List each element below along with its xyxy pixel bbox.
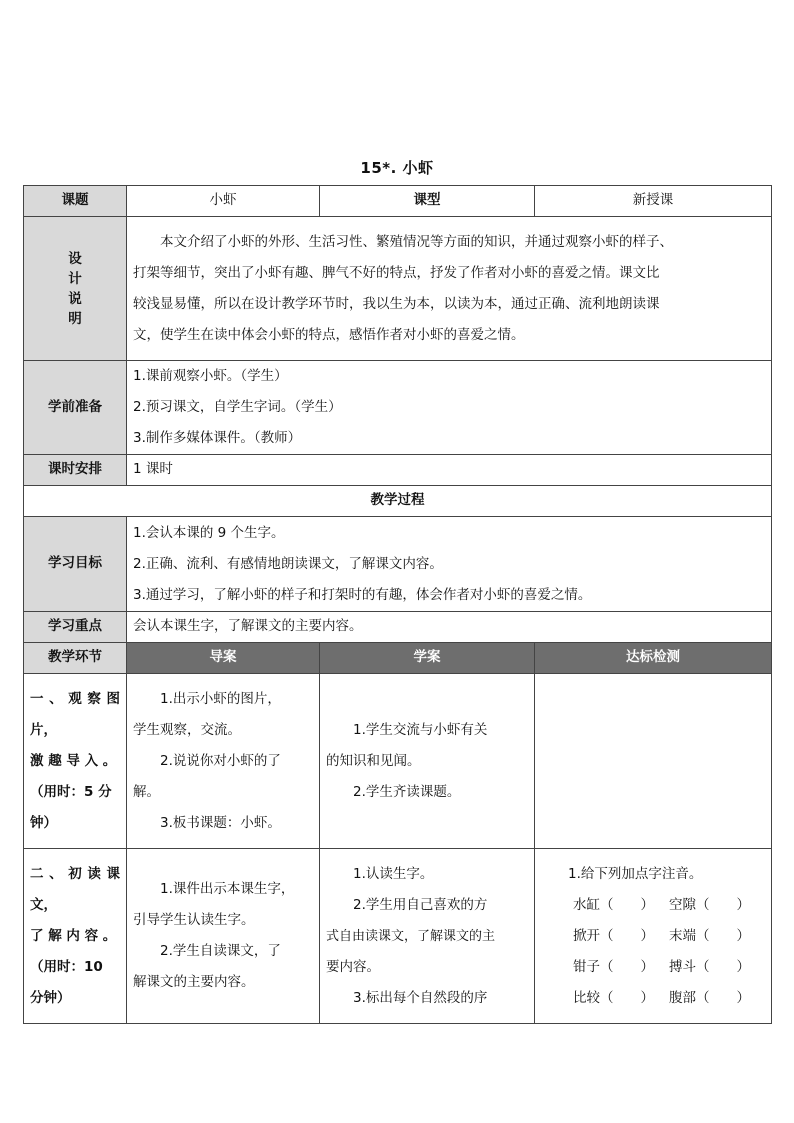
key-row xyxy=(24,612,772,643)
prep-item: 2.预习课文，自学生字词。（学生） xyxy=(133,399,342,415)
lesson-type-label: 课型 xyxy=(320,186,535,217)
stage2-label: 二、初读课文， 了 解 内 容 。 （用时：10 分钟） xyxy=(24,849,127,1024)
goals-list xyxy=(127,517,772,612)
stage1-row xyxy=(24,674,772,849)
stage2-check xyxy=(535,849,772,1024)
col-stage-header: 教学环节 xyxy=(24,643,127,674)
exercise-item: 钳子（ ） xyxy=(573,959,654,975)
prep-item: 1.课前观察小虾。（学生） xyxy=(133,368,288,384)
stage1-check xyxy=(535,674,772,849)
stage2-row xyxy=(24,849,772,1024)
exercise-row xyxy=(541,983,765,1014)
prep-list xyxy=(127,361,772,455)
stage1-guide: 1.出示小虾的图片， 学生观察，交流。 2.说说你对小虾的了 解。 3.板书课题：小虾。 xyxy=(127,674,320,849)
prep-row xyxy=(24,361,772,455)
key-value: 会认本课生字，了解课文的主要内容。 xyxy=(127,612,772,643)
goals-label: 学习目标 xyxy=(24,517,127,612)
exercise-row xyxy=(541,921,765,952)
exercise-item: 腹部（ ） xyxy=(669,990,750,1006)
column-header-row xyxy=(24,643,772,674)
goal-item: 1.会认本课的 9 个生字。 xyxy=(133,524,285,541)
topic-label: 课题 xyxy=(24,186,127,217)
schedule-row xyxy=(24,455,772,486)
stage1-study: 1.学生交流与小虾有关 的知识和见闻。 2.学生齐读课题。 xyxy=(320,674,535,849)
exercise-item: 空隙（ ） xyxy=(669,897,750,913)
exercise-item: 搏斗（ ） xyxy=(669,959,750,975)
stage2-study: 1.认读生字。 2.学生用自己喜欢的方 式自由读课文，了解课文的主 要内容。 3.标出每个自然段的序 xyxy=(320,849,535,1024)
process-title-row xyxy=(24,486,772,517)
goal-item: 2.正确、流利、有感情地朗读课文，了解课文内容。 xyxy=(133,555,443,572)
design-label: 设 计 说 明 xyxy=(24,217,127,361)
stage2-guide: 1.课件出示本课生字， 引导学生认读生字。 2.学生自读课文，了 解课文的主要内容。 xyxy=(127,849,320,1024)
col-study-header: 学案 xyxy=(320,643,535,674)
prep-label: 学前准备 xyxy=(24,361,127,455)
schedule-value: 1 课时 xyxy=(127,455,772,486)
document-title: 15*. 小虾 xyxy=(360,159,434,177)
lesson-type-value: 新授课 xyxy=(535,186,772,217)
lesson-plan-table xyxy=(23,185,772,1024)
process-title: 教学过程 xyxy=(24,486,772,517)
col-check-header: 达标检测 xyxy=(535,643,772,674)
exercise-row xyxy=(541,952,765,983)
key-label: 学习重点 xyxy=(24,612,127,643)
exercise-item: 掀开（ ） xyxy=(573,928,654,944)
exercise-title: 1.给下列加点字注音。 xyxy=(568,866,703,882)
topic-row xyxy=(24,186,772,217)
exercise-item: 末端（ ） xyxy=(669,928,750,944)
schedule-label: 课时安排 xyxy=(24,455,127,486)
col-guide-header: 导案 xyxy=(127,643,320,674)
design-text: 本文介绍了小虾的外形、生活习性、繁殖情况等方面的知识，并通过观察小虾的样子、 打架等细节，突出了小虾有趣、脾气不好的特点，抒发了作者对小虾的喜爱之情。课文比 较浅显易懂，所以在设计教学环节时，我以生为本，以读为本，通过正确、流利地朗读课 文，使学生在读中体会小虾的特点，感悟作者对小虾的喜爱之情。 xyxy=(127,217,772,361)
stage1-label: 一、观察图片， 激 趣 导 入 。 （用时：5 分 钟） xyxy=(24,674,127,849)
exercise-item: 比较（ ） xyxy=(573,990,654,1006)
goal-item: 3.通过学习，了解小虾的样子和打架时的有趣，体会作者对小虾的喜爱之情。 xyxy=(133,586,592,603)
prep-item: 3.制作多媒体课件。（教师） xyxy=(133,430,302,446)
exercise-row xyxy=(541,890,765,921)
exercise-item: 水缸（ ） xyxy=(573,897,654,913)
goals-row xyxy=(24,517,772,612)
topic-value: 小虾 xyxy=(127,186,320,217)
design-row xyxy=(24,217,772,361)
